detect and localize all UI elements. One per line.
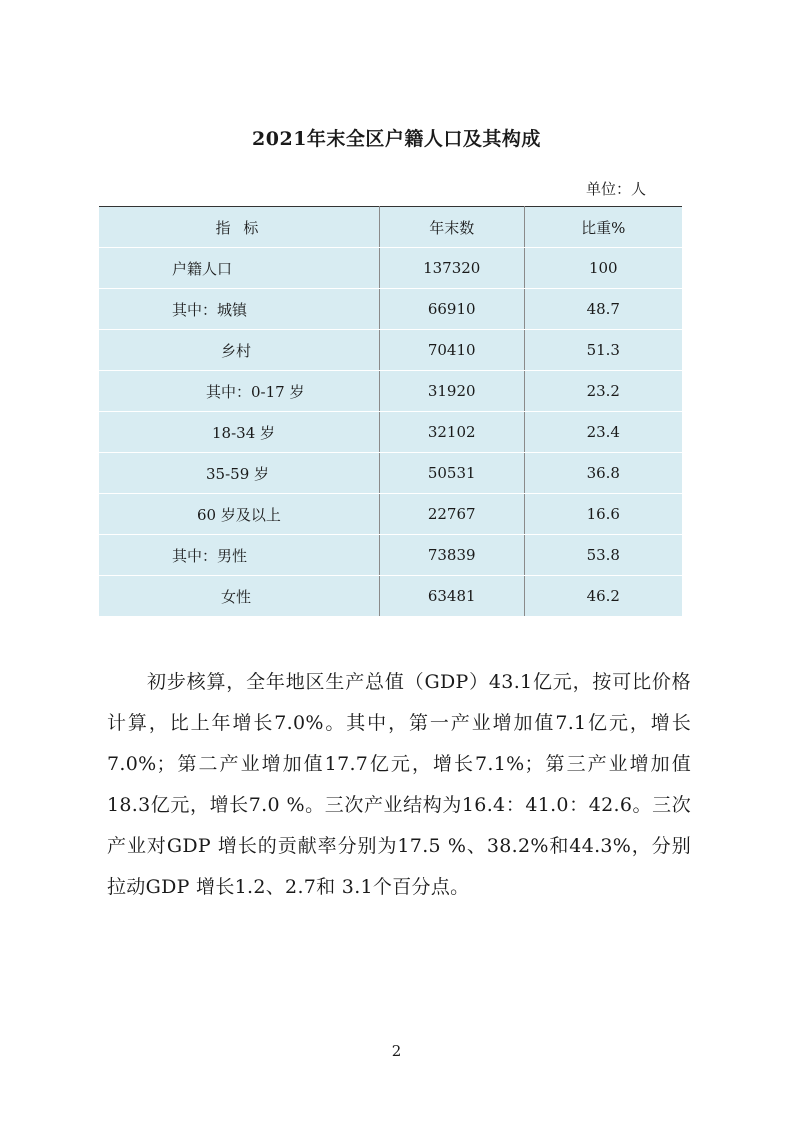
row-value: 50531 <box>379 453 524 494</box>
row-label: 户籍人口 <box>99 248 379 289</box>
population-table <box>99 206 682 617</box>
header-indicator: 指 标 <box>99 207 379 248</box>
table-title: 2021年末全区户籍人口及其构成 <box>252 128 541 150</box>
gdp-paragraph: 初步核算，全年地区生产总值（GDP）43.1亿元，按可比价格计算，比上年增长7.0%。其中，第一产业增加值7.1亿元，增长7.0%；第二产业增加值17.7亿元，增长7.1%；第三产业增加值18.3亿元，增长7.0 %。三次产业结构为16.4：41.0：42.6。三次产业对GDP 增长的贡献率分别为17.5 %、38.2%和44.3%，分别拉动GDP 增长1.2、2.7和 3.1个百分点。 <box>107 671 691 898</box>
row-share: 48.7 <box>524 289 682 330</box>
header-year-end: 年末数 <box>379 207 524 248</box>
header-share: 比重% <box>524 207 682 248</box>
row-value: 63481 <box>379 576 524 617</box>
unit-label: 单位：人 <box>586 180 647 198</box>
row-label: 其中：0-17 岁 <box>99 371 379 412</box>
row-label: 其中：男性 <box>99 535 379 576</box>
table-row <box>99 576 682 617</box>
row-value: 32102 <box>379 412 524 453</box>
row-value: 66910 <box>379 289 524 330</box>
row-share: 36.8 <box>524 453 682 494</box>
table-row <box>99 371 682 412</box>
row-share: 53.8 <box>524 535 682 576</box>
row-label: 乡村 <box>99 330 379 371</box>
row-label: 女性 <box>99 576 379 617</box>
row-share: 23.2 <box>524 371 682 412</box>
table-row <box>99 535 682 576</box>
row-share: 46.2 <box>524 576 682 617</box>
row-value: 70410 <box>379 330 524 371</box>
row-label: 35-59 岁 <box>99 453 379 494</box>
table-row <box>99 494 682 535</box>
row-share: 23.4 <box>524 412 682 453</box>
page-number: 2 <box>391 1042 402 1060</box>
row-value: 137320 <box>379 248 524 289</box>
row-share: 16.6 <box>524 494 682 535</box>
row-share: 100 <box>524 248 682 289</box>
table-header-row <box>99 207 682 248</box>
row-value: 73839 <box>379 535 524 576</box>
table-row <box>99 289 682 330</box>
row-value: 31920 <box>379 371 524 412</box>
row-label: 18-34 岁 <box>99 412 379 453</box>
table-row <box>99 330 682 371</box>
row-label: 60 岁及以上 <box>99 494 379 535</box>
row-share: 51.3 <box>524 330 682 371</box>
row-label: 其中：城镇 <box>99 289 379 330</box>
table-row <box>99 248 682 289</box>
row-value: 22767 <box>379 494 524 535</box>
table-row <box>99 412 682 453</box>
table-row <box>99 453 682 494</box>
